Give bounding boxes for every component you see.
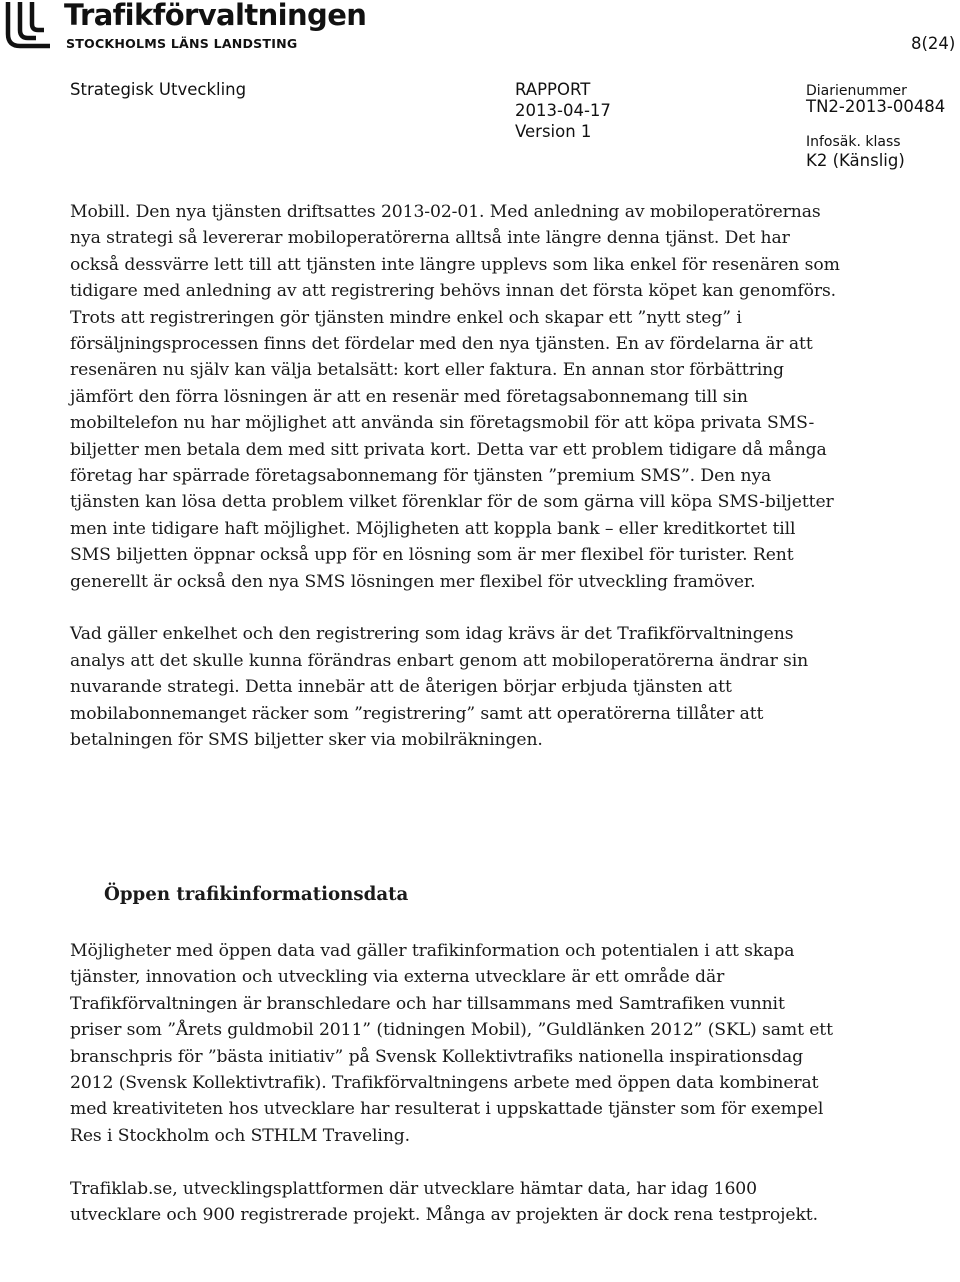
paragraph-mobill: Mobill. Den nya tjänsten driftsattes 2013-02-01. Med anledning av mobiloperatörernas nya strategi så levererar mobiloperatörerna alltså inte längre denna tjänst. Det har också dessvärre lett till att tjänsten inte längre upplevs som lika enkel för resenären som tidigare med anledning av att registrering behövs innan det första köpet kan genomförs. Trots att registreringen gör tjänsten mindre enkel och skapar ett ”nytt steg” i försäljningsprocessen finns det fördelar med den nya tjänsten. En av fördelarna är att resenären nu själv kan välja betalsätt: kort eller faktura. En annan stor förbättring jämfört den förra lösningen är att en resenär med företagsabonnemang till sin mobiltelefon nu har möjlighet att använda sin företagsmobil för att köpa privata SMS-biljetter men betala dem med sitt privata kort. Detta var ett problem tidigare då många företag har spärrade företagsabonnemang för tjänsten ”premium SMS”. Den nya tjänsten kan lösa detta problem vilket förenklar för de som gärna vill köpa SMS-biljetter men inte tidigare haft möjlighet. Möjligheten att koppla bank – eller kreditkortet till SMS biljetten öppnar också upp för en lösning som är mer flexibel för turister. Rent generellt är också den nya SMS lösningen mer flexibel för utveckling framöver. [70, 202, 840, 592]
landsting-logo-icon [2, 2, 60, 50]
diarienummer-value: TN2-2013-00484 [806, 97, 946, 116]
organization-subtitle: STOCKHOLMS LÄNS LANDSTING [66, 36, 298, 51]
paragraph-registration: Vad gäller enkelhet och den registrering som idag krävs är det Trafikförvaltningens analys att det skulle kunna förändras enbart genom att mobiloperatörerna ändrar sin nuvarande strategi. Detta innebär att de återigen börjar erbjuda tjänsten att mobilabonnemanget räcker som ”registrering” samt att operatörerna tillåter att betalningen för SMS biljetter sker via mobilräkningen. [70, 624, 809, 751]
body-text-top [70, 199, 840, 754]
document-type: RAPPORT [515, 80, 591, 99]
organization-logo [2, 0, 367, 52]
infosak-label: Infosäk. klass [806, 134, 901, 150]
document-version: Version 1 [515, 122, 592, 141]
department-label: Strategisk Utveckling [70, 80, 247, 99]
organization-name: Trafikförvaltningen [64, 0, 367, 32]
body-text-bottom [70, 938, 840, 1228]
document-date: 2013-04-17 [515, 101, 611, 120]
paragraph-trafiklab: Trafiklab.se, utvecklingsplattformen där utvecklare hämtar data, har idag 1600 utvecklare och 900 registrerade projekt. Många av projekten är dock rena testprojekt. [70, 1178, 818, 1226]
infosak-value: K2 (Känslig) [806, 151, 905, 170]
diarienummer-label: Diarienummer [806, 83, 907, 99]
page-number: 8(24) [911, 34, 956, 53]
paragraph-open-data: Möjligheter med öppen data vad gäller trafikinformation och potentialen i att skapa tjänster, innovation och utveckling via externa utvecklare är ett område där Trafikförvaltningen är branschledare och har tillsammans med Samtrafiken vunnit priser som ”Årets guldmobil 2011” (tidningen Mobil), ”Guldlänken 2012” (SKL) samt ett branschpris för ”bästa initiativ” på Svensk Kollektivtrafiks nationella inspirationsdag 2012 (Svensk Kollektivtrafik). Trafikförvaltningens arbete med öppen data kombinerat med kreativiteten hos utvecklare har resulterat i uppskattade tjänster som för exempel Res i Stockholm och STHLM Traveling. [70, 941, 833, 1146]
section-heading: Öppen trafikinformationsdata [104, 884, 409, 905]
